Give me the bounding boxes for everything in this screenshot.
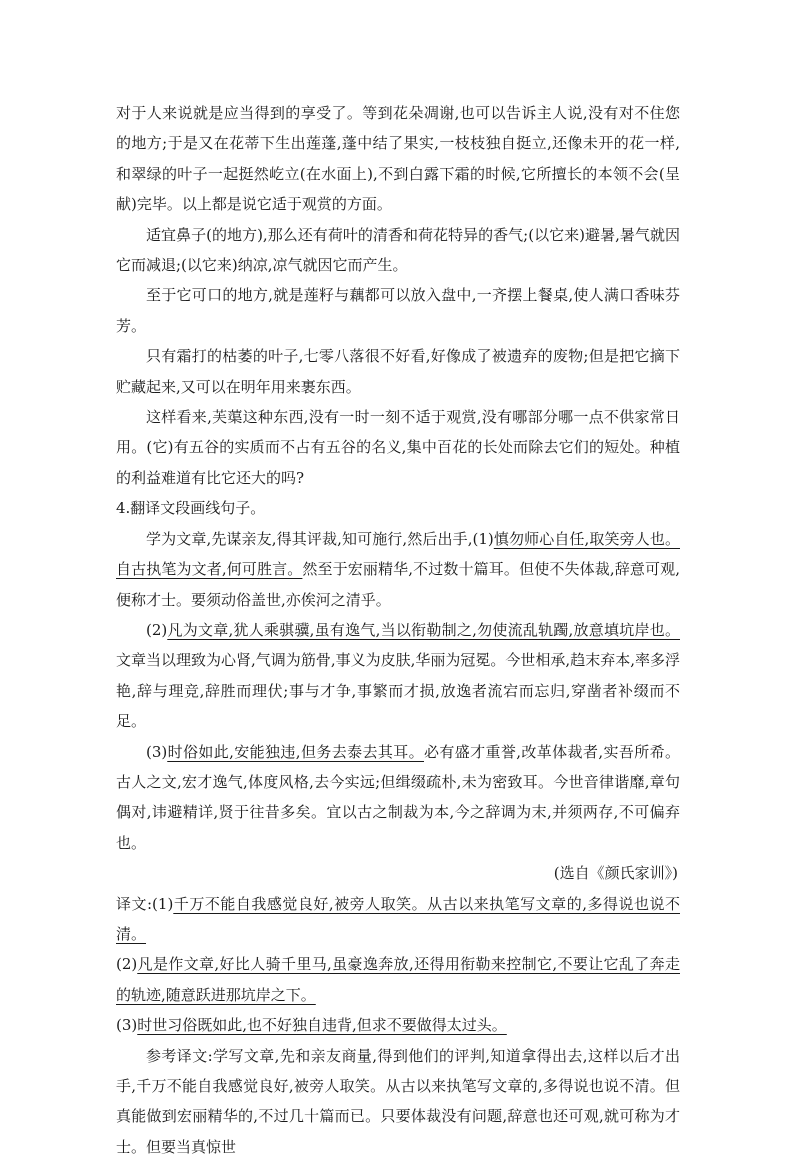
question-4-heading: 4.翻译文段画线句子。: [116, 499, 266, 518]
passage-2-underlined: 凡为文章,犹人乘骐骥,虽有逸气,当以衔勒制之,勿使流乱轨躅,放意填坑岸也。: [167, 620, 680, 639]
translation-3-pre: (3): [116, 1016, 138, 1035]
translation-1: [116, 889, 680, 950]
passage-2-post: 文章当以理致为心肾,气调为筋骨,事义为皮肤,华丽为冠冕。今世相承,趋末弃本,率多浮艳,辞与理竞,辞胜而理伏;事与才争,事繁而才损,放逸者流宕而忘归,穿凿者补缀而不足。: [116, 651, 680, 731]
translation-2-pre: (2): [116, 955, 138, 974]
document-body: [116, 98, 680, 1162]
translation-2-underlined: 凡是作文章,好比人骑千里马,虽豪逸奔放,还得用衔勒来控制它,不要让它乱了奔走的轨迹,随意跃进那坑岸之下。: [116, 955, 680, 1004]
passage-paragraph-2: [116, 615, 680, 737]
paragraph-4: 只有霜打的枯萎的叶子,七零八落很不好看,好像成了被遗弃的废物;但是把它摘下贮藏起来,又可以在明年用来裹东西。: [116, 347, 680, 396]
translation-3-underlined: 时世习俗既如此,也不好独自违背,但求不要做得太过头。: [137, 1016, 507, 1035]
translation-1-underlined: 千万不能自我感觉良好,被旁人取笑。从古以来执笔写文章的,多得说也说不清。: [116, 894, 680, 943]
reference-translation: 参考译文:学写文章,先和亲友商量,得到他们的评判,知道拿得出去,这样以后才出手,千万不能自我感觉良好,被旁人取笑。从古以来执笔写文章的,多得说也说不清。但真能做到宏丽精华的,不过几十篇而已。只要体裁没有问题,辞意也还可观,就可称为才士。但要当真惊世: [116, 1046, 680, 1156]
translation-3: [116, 1010, 680, 1040]
translation-2: [116, 949, 680, 1010]
passage-3-post: 必有盛才重誉,改革体裁者,实吾所希。古人之文,宏才逸气,体度风格,去今实远;但缉缀疏朴,未为密致耳。今世音律谐靡,章句偶对,讳避精详,贤于往昔多矣。宜以古之制裁为本,今之辞调为末,并须两存,不可偏弃也。: [116, 742, 680, 852]
passage-1-underlined: 慎勿师心自任,取笑旁人也。自古执笔为文者,何可胜言。: [116, 529, 680, 579]
translation-1-pre: 译文:(1): [116, 894, 174, 913]
source-citation: (选自《颜氏家训》): [553, 864, 678, 883]
passage-1-post: 然至于宏丽精华,不过数十篇耳。但使不失体裁,辞意可观,便称才士。要须动俗盖世,亦俟河之清乎。: [116, 560, 680, 609]
paragraph-3: 至于它可口的地方,就是莲籽与藕都可以放入盘中,一齐摆上餐桌,使人满口香味芬芳。: [116, 286, 680, 335]
passage-3-pre: (3): [146, 742, 168, 761]
passage-paragraph-1: [116, 524, 680, 615]
paragraph-5: 这样看来,芙蕖这种东西,没有一时一刻不适于观赏,没有哪部分哪一点不供家常日用。(它)有五谷的实质而不占有五谷的名义,集中百花的长处而除去它们的短处。种植的利益难道有比它还大的吗?: [116, 408, 680, 487]
passage-3-underlined: 时俗如此,安能独违,但务去泰去其耳。: [167, 742, 424, 761]
passage-paragraph-3: [116, 737, 680, 859]
paragraph-1: 对于人来说就是应当得到的享受了。等到花朵凋谢,也可以告诉主人说,没有对不住您的地方;于是又在花蒂下生出莲蓬,蓬中结了果实,一枝枝独自挺立,还像未开的花一样,和翠绿的叶子一起挺然屹立(在水面上),不到白露下霜的时候,它所擅长的本领不会(呈献)完毕。以上都是说它适于观赏的方面。: [116, 104, 680, 214]
passage-2-pre: (2): [146, 620, 168, 639]
paragraph-2: 适宜鼻子(的地方),那么还有荷叶的清香和荷花特异的香气;(以它来)避暑,暑气就因它而减退;(以它来)纳凉,凉气就因它而产生。: [116, 225, 680, 275]
passage-1-pre: 学为文章,先谋亲友,得其评裁,知可施行,然后出手,(1): [146, 529, 494, 548]
